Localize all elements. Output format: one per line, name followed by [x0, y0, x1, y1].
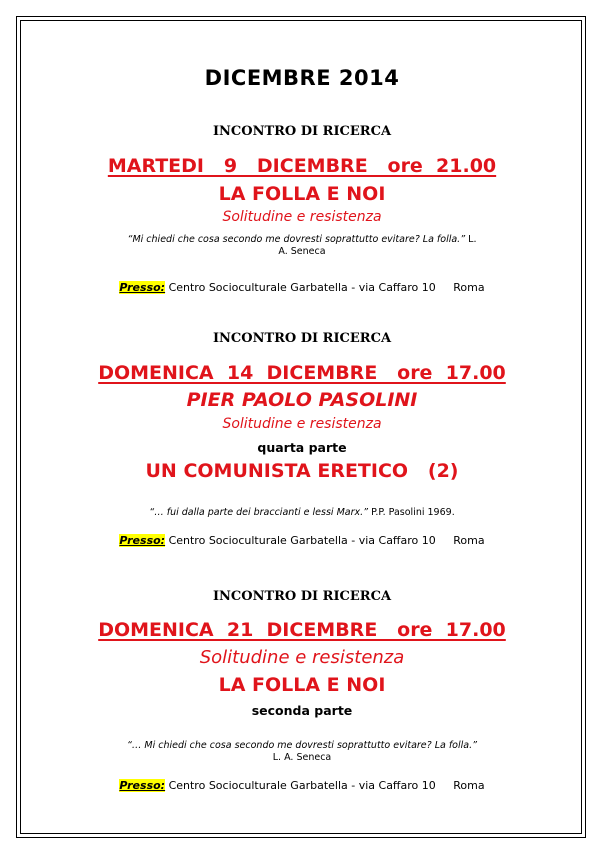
- event2-quote: [22, 507, 582, 519]
- event1-date-wrap: [22, 155, 582, 177]
- event2-date-wrap: [22, 362, 582, 384]
- event2-quote-text: “… fui dalla parte dei braccianti e lessi Marx.”: [149, 507, 369, 518]
- event3-quote-text: “… Mi chiedi che cosa secondo me dovresti soprattutto evitare? La folla.”: [126, 740, 478, 751]
- event2-presso-label: Presso:: [119, 534, 166, 547]
- event1-title: LA FOLLA E NOI: [218, 183, 386, 205]
- event3-presso-address: Centro Socioculturale Garbatella - via Caffaro 10 Roma: [165, 779, 485, 792]
- event2-part: quarta parte: [257, 440, 347, 455]
- event2-title: PIER PAOLO PASOLINI: [186, 389, 418, 411]
- event3-presso-label: Presso:: [119, 779, 166, 792]
- event1-date: MARTEDI 9 DICEMBRE ore 21.00: [107, 155, 497, 177]
- event1-subtitle: Solitudine e resistenza: [222, 209, 382, 225]
- event1-quote-author-b: A. Seneca: [278, 246, 326, 257]
- event2-date: DOMENICA 14 DICEMBRE ore 17.00: [98, 362, 506, 384]
- page-title: DICEMBRE 2014: [204, 66, 400, 90]
- event2-subtitle: Solitudine e resistenza: [222, 416, 382, 432]
- event1-heading: INCONTRO DI RICERCA: [212, 124, 392, 139]
- event3-quote-author-line: [22, 752, 582, 764]
- event1-presso-label: Presso:: [119, 281, 166, 294]
- event1-location: [22, 281, 582, 294]
- event1-quote: [22, 234, 582, 246]
- event3-date: DOMENICA 21 DICEMBRE ore 17.00: [98, 619, 506, 641]
- event3-subtitle: Solitudine e resistenza: [199, 647, 405, 668]
- event2-location: [22, 534, 582, 547]
- event2-quote-author: P.P. Pasolini 1969.: [371, 507, 455, 518]
- event1-presso-address: Centro Socioculturale Garbatella - via Caffaro 10 Roma: [165, 281, 485, 294]
- event3-part: seconda parte: [251, 703, 353, 718]
- event1-quote-author-line: [22, 246, 582, 258]
- event2-heading: INCONTRO DI RICERCA: [212, 331, 392, 346]
- event3-quote: [22, 740, 582, 752]
- event3-location: [22, 779, 582, 792]
- event3-quote-author: L. A. Seneca: [272, 752, 332, 763]
- event3-title: LA FOLLA E NOI: [218, 674, 386, 696]
- event1-quote-author-a: L.: [468, 234, 477, 245]
- event2-presso-address: Centro Socioculturale Garbatella - via Caffaro 10 Roma: [165, 534, 485, 547]
- event1-quote-text: “Mi chiedi che cosa secondo me dovresti soprattutto evitare? La folla.”: [127, 234, 466, 245]
- event3-date-wrap: [22, 619, 582, 641]
- event2-subtitle2: UN COMUNISTA ERETICO (2): [145, 460, 459, 482]
- event3-heading: INCONTRO DI RICERCA: [212, 589, 392, 604]
